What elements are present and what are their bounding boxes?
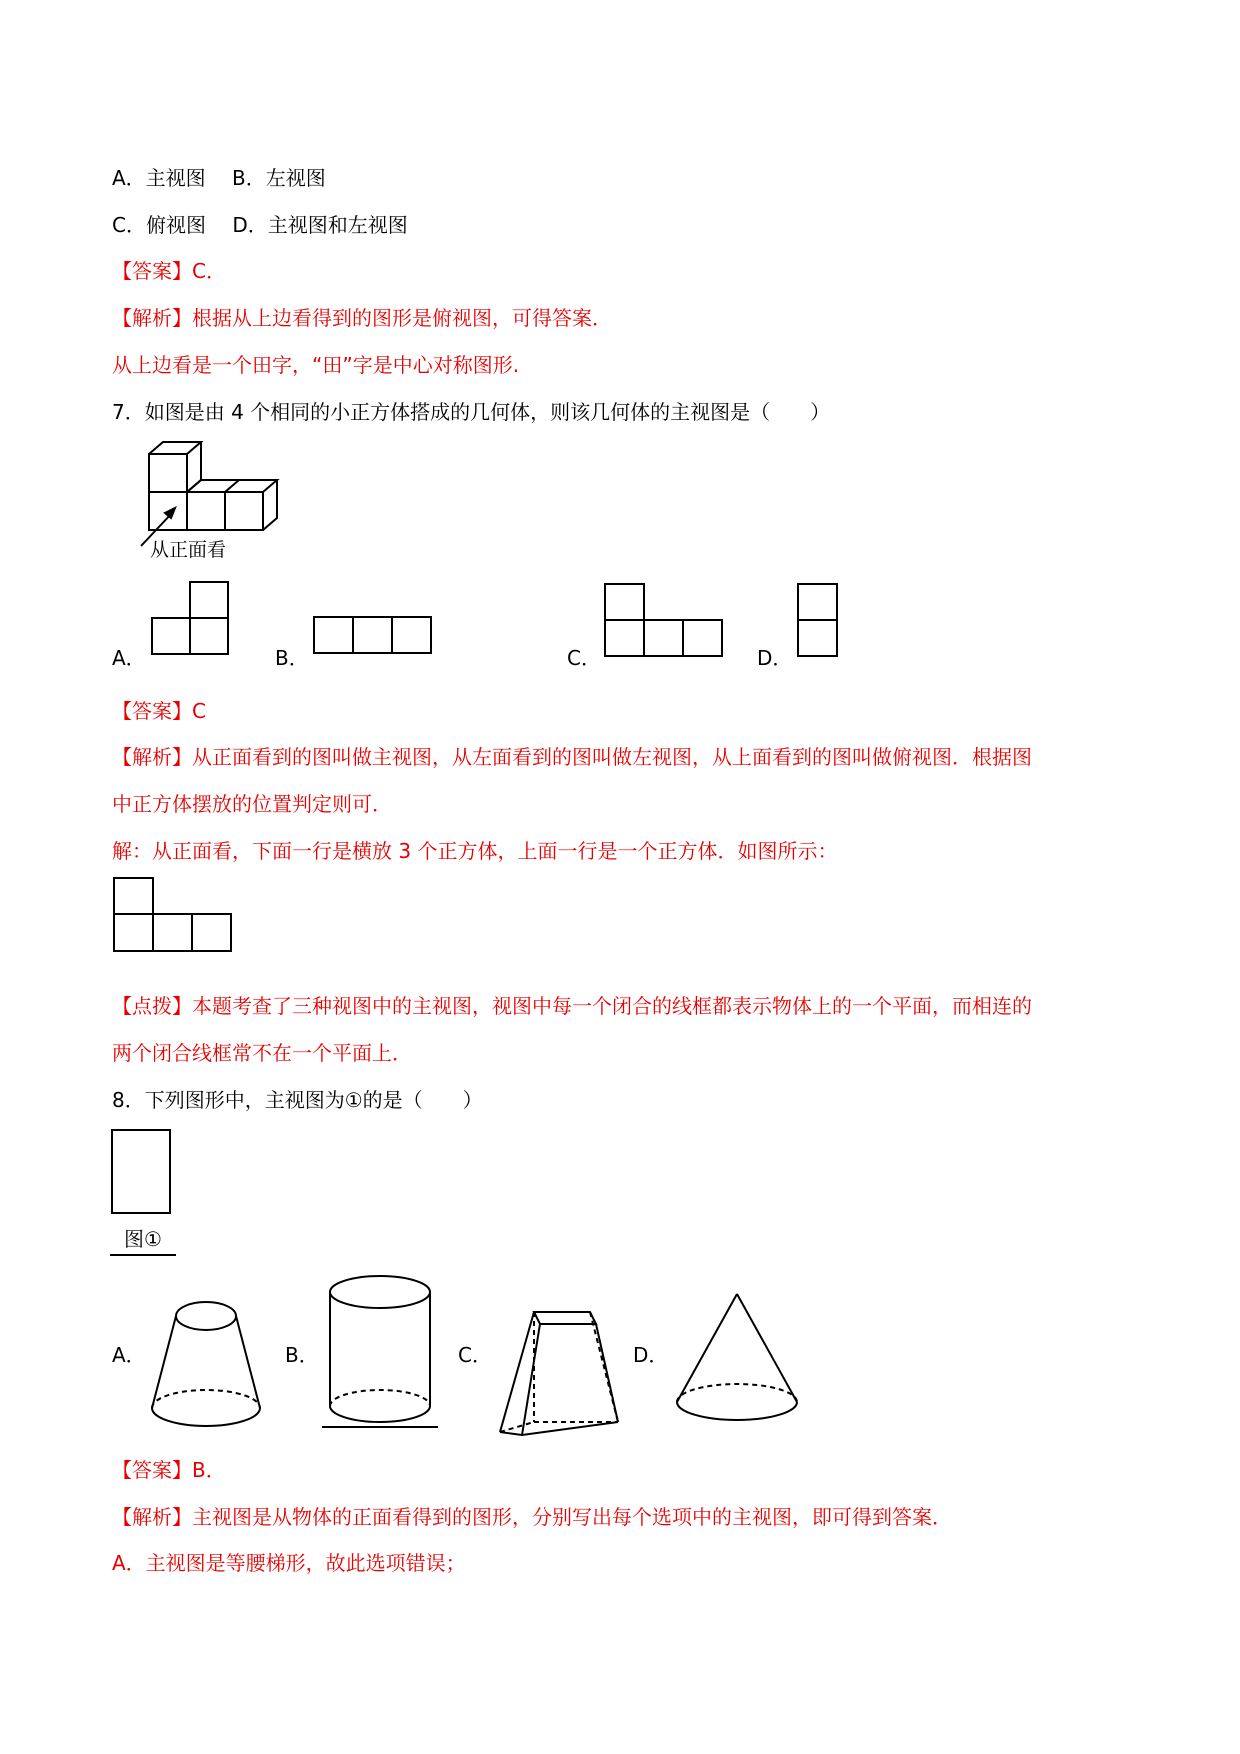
q7-figure-caption: 从正面看	[150, 539, 227, 561]
q7-option-c-label: C．	[567, 646, 601, 670]
q7-option-b-figure	[312, 615, 434, 657]
q8-point-a: A．主视图是等腰梯形，故此选项错误；	[112, 1551, 466, 1575]
q7-analysis-line2: 中正方体摆放的位置判定则可．	[112, 792, 392, 816]
q8-figure-caption: 图①	[124, 1227, 162, 1251]
q6-analysis: 【解析】根据从上边看得到的图形是俯视图，可得答案．	[112, 306, 612, 330]
q7-option-d-label: D．	[757, 646, 793, 670]
q7-option-a-label: A．	[112, 646, 146, 670]
q6-answer: 【答案】C．	[112, 259, 226, 283]
q8-figure-1-rect	[110, 1128, 174, 1218]
q7-option-d-figure	[796, 582, 842, 660]
q8-option-a-frustum	[146, 1298, 266, 1432]
q7-solution: 解：从正面看，下面一行是横放 3 个正方体，上面一行是一个正方体．如图所示：	[112, 839, 838, 863]
q7-option-b-label: B．	[275, 646, 309, 670]
q7-tip-line1: 【点拨】本题考查了三种视图中的主视图，视图中每一个闭合的线框都表示物体上的一个平面，而相连的	[112, 994, 1032, 1018]
q7-option-c-figure	[603, 582, 727, 660]
q6-options-line2: C．俯视图 D．主视图和左视图	[112, 213, 408, 237]
q7-analysis-line1: 【解析】从正面看到的图叫做主视图，从左面看到的图叫做左视图，从上面看到的图叫做俯视图．根据图	[112, 745, 1032, 769]
q8-option-d-cone	[672, 1290, 802, 1430]
q8-option-a-label: A．	[112, 1343, 146, 1367]
q7-solution-figure	[112, 876, 236, 956]
q7-tip-line2: 两个闭合线框常不在一个平面上．	[112, 1041, 412, 1065]
q7-stem: 7．如图是由 4 个相同的小正方体搭成的几何体，则该几何体的主视图是（ ）	[112, 400, 831, 424]
q8-option-d-label: D．	[633, 1343, 669, 1367]
q8-option-c-prism-frustum	[494, 1300, 624, 1440]
q8-analysis: 【解析】主视图是从物体的正面看得到的图形，分别写出每个选项中的主视图，即可得到答案．	[112, 1505, 952, 1529]
q8-stem: 8．下列图形中，主视图为①的是（ ）	[112, 1088, 483, 1112]
q8-answer: 【答案】B．	[112, 1458, 226, 1482]
q8-caption-underline	[110, 1254, 176, 1256]
q7-answer: 【答案】C	[112, 699, 206, 723]
q7-option-a-figure	[148, 580, 232, 658]
q6-analysis-2: 从上边看是一个田字，“田”字是中心对称图形.	[112, 353, 520, 377]
q8-option-b-cylinder	[320, 1272, 440, 1432]
q6-options-line1: A．主视图 B．左视图	[112, 166, 326, 190]
q8-option-c-label: C．	[458, 1343, 492, 1367]
q8-option-b-label: B．	[285, 1343, 319, 1367]
